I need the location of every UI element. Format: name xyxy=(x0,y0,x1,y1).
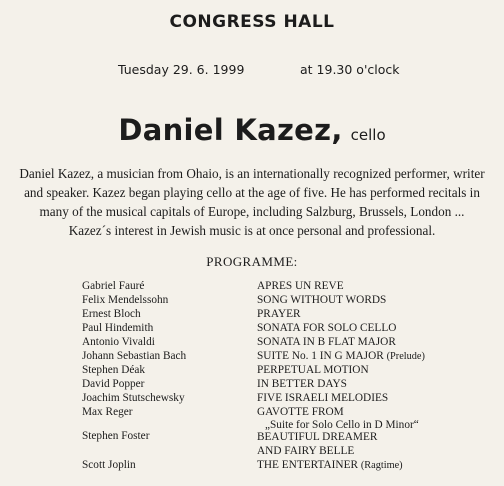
programme-work-note: (Ragtime) xyxy=(360,460,403,471)
bio-line: Daniel Kazez, a musician from Ohaio, is an internationally recognized performer, writer xyxy=(19,166,485,181)
performer-instrument: cello xyxy=(350,126,386,144)
programme-title: PROGRAMME: xyxy=(206,254,298,269)
programme-composer: Paul Hindemith xyxy=(82,322,154,334)
programme-work: SONATA IN B FLAT MAJOR xyxy=(257,336,396,348)
programme-composer: Stephen Déak xyxy=(82,364,146,376)
bio-line: Kazez´s interest in Jewish music is at once personal and professional. xyxy=(68,223,436,238)
programme-composer: Gabriel Fauré xyxy=(82,280,145,292)
programme-composer: Felix Mendelssohn xyxy=(82,294,169,306)
programme-work: SONG WITHOUT WORDS xyxy=(257,294,387,306)
programme-composer: Max Reger xyxy=(82,406,133,418)
programme-composer: Johann Sebastian Bach xyxy=(82,350,187,362)
venue-title: CONGRESS HALL xyxy=(169,12,335,32)
programme-work-with-note xyxy=(257,459,403,471)
concert-date: Tuesday 29. 6. 1999 xyxy=(118,62,245,77)
programme-composer: Ernest Bloch xyxy=(82,308,141,320)
bio-line: and speaker. Kazez began playing cello at the age of five. He has performed recitals in xyxy=(24,185,480,200)
performer-name: Daniel Kazez, xyxy=(118,113,343,147)
programme-composer: David Popper xyxy=(82,378,145,390)
programme-work-note: (Prelude) xyxy=(386,351,425,362)
programme-composer: Antonio Vivaldi xyxy=(82,336,155,348)
programme-work: THE ENTERTAINER xyxy=(257,459,359,471)
performer-heading xyxy=(0,113,504,147)
programme-work: IN BETTER DAYS xyxy=(257,378,347,390)
programme-work-with-note xyxy=(257,350,425,362)
bio-line: many of the musical capitals of Europe, including Salzburg, Brussels, London ... xyxy=(39,204,465,219)
performer-bio xyxy=(14,164,490,240)
programme-composer: Stephen Foster xyxy=(82,430,150,442)
programme-composer: Scott Joplin xyxy=(82,459,136,471)
programme-work: AND FAIRY BELLE xyxy=(257,445,355,457)
programme-work: PRAYER xyxy=(257,308,301,320)
programme-work: SONATA FOR SOLO CELLO xyxy=(257,322,397,334)
concert-time: at 19.30 o'clock xyxy=(300,62,400,77)
programme-work: GAVOTTE FROM xyxy=(257,406,344,418)
programme-work: PERPETUAL MOTION xyxy=(257,364,369,376)
programme-work: FIVE ISRAELI MELODIES xyxy=(257,392,389,404)
programme-work: SUITE No. 1 IN G MAJOR xyxy=(257,350,384,362)
programme-work: BEAUTIFUL DREAMER xyxy=(257,431,378,443)
programme-composer: Joachim Stutschewsky xyxy=(82,392,185,404)
programme-work-subtitle: „Suite for Solo Cello in D Minor“ xyxy=(265,419,419,431)
programme-work: APRES UN REVE xyxy=(257,280,344,292)
